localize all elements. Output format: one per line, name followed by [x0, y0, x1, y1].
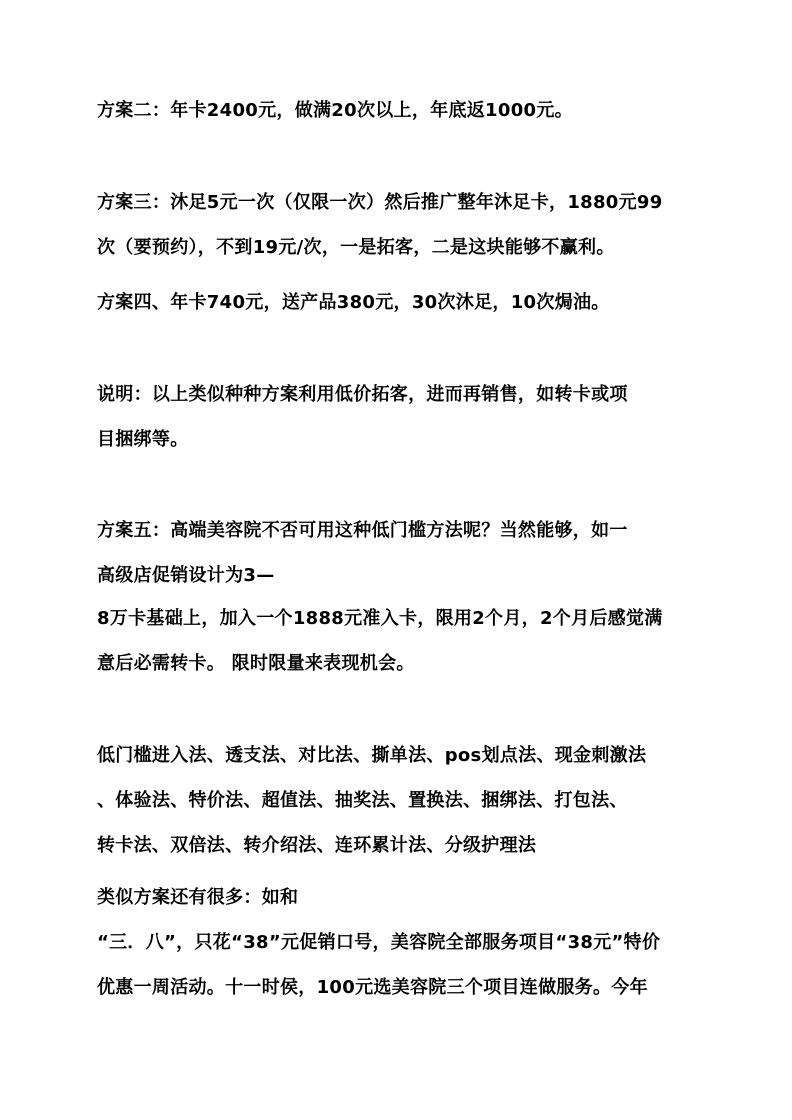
text-line-plan-4: 方案四、年卡740元，送产品380元，30次沐足，10次焗油。 [97, 292, 610, 313]
text-line-plan-3-b: 次（要预约），不到19元/次，一是拓客，二是这块能够不赢利。 [97, 237, 615, 258]
text-line-plan-5-c: 8万卡基础上，加入一个1888元准入卡，限用2个月，2个月后感觉满 [97, 608, 663, 629]
text-line-plan-2: 方案二：年卡2400元，做满20次以上，年底返1000元。 [97, 100, 573, 121]
text-line-methods-b: 、体验法、特价法、超值法、抽奖法、置换法、捆绑法、打包法、 [97, 790, 628, 811]
text-line-example-b: 优惠一周活动。十一时侯，100元选美容院三个项目连做服务。今年 [97, 977, 648, 998]
text-line-note-a: 说明：以上类似种种方案利用低价拓客，进而再销售，如转卡或项 [97, 384, 628, 405]
text-line-note-b: 目捆绑等。 [97, 429, 189, 450]
text-line-plan-3-a: 方案三：沐足5元一次（仅限一次）然后推广整年沐足卡，1880元99 [97, 192, 663, 213]
text-line-example-a: “三．八”，只花“38”元促销口号，美容院全部服务项目“38元”特价 [97, 932, 661, 953]
text-line-plan-5-d: 意后必需转卡。 限时限量来表现机会。 [97, 653, 415, 674]
text-line-plan-5-a: 方案五：高端美容院不否可用这种低门槛方法呢？当然能够，如一 [97, 520, 628, 541]
text-line-methods-a: 低门槛进入法、透支法、对比法、撕单法、pos划点法、现金刺激法 [97, 745, 647, 766]
text-line-similar: 类似方案还有很多：如和 [97, 887, 299, 908]
text-line-plan-5-b: 高级店促销设计为3— [97, 565, 275, 586]
text-line-methods-c: 转卡法、双倍法、转介绍法、连环累计法、分级护理法 [97, 835, 537, 856]
